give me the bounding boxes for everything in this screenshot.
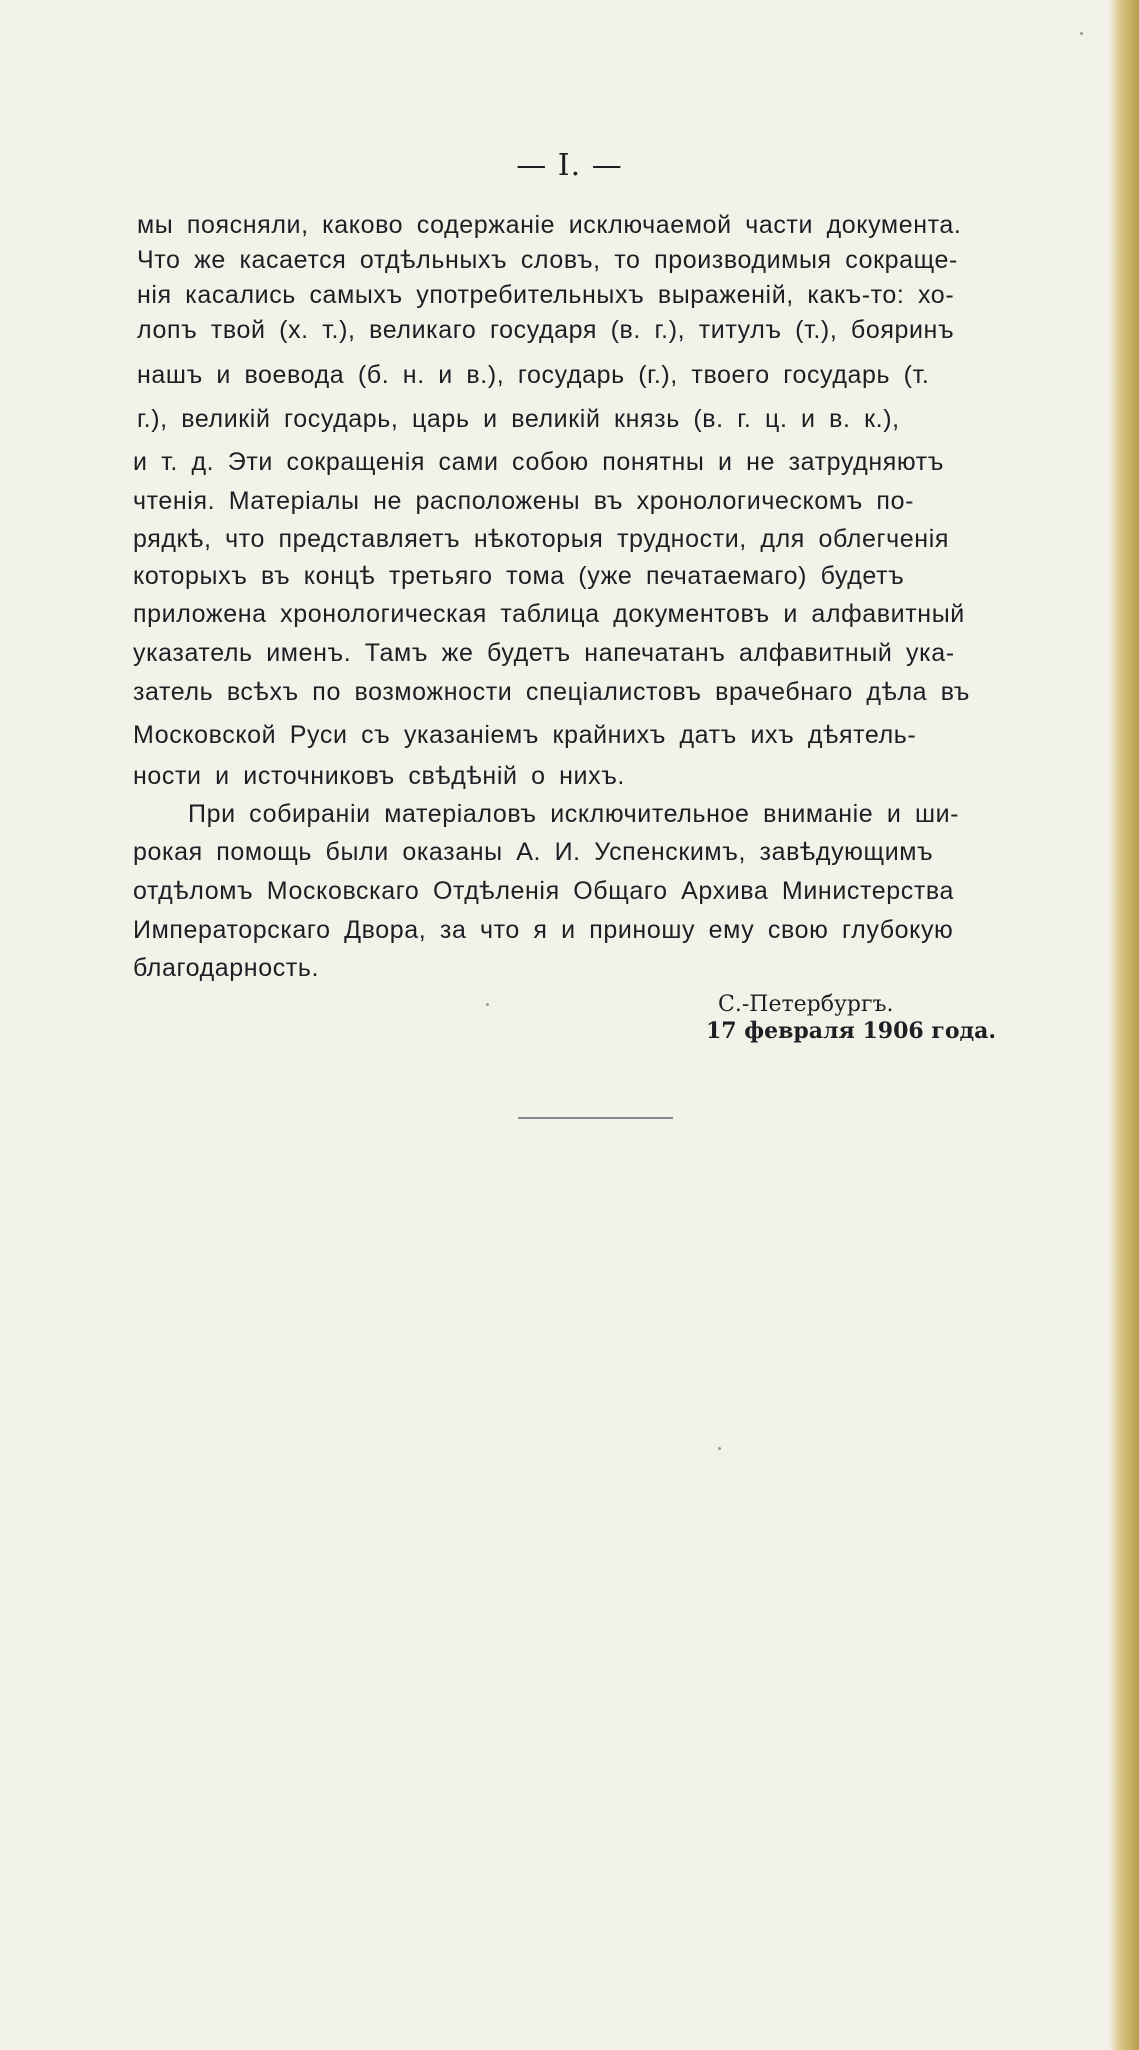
text-line: чтенія. Матеріалы не расположены въ хронологическомъ по- bbox=[133, 487, 915, 515]
text-line: г.), великій государь, царь и великій князь (в. г. ц. и в. к.), bbox=[137, 405, 900, 433]
text-line: нашъ и воевода (б. н. и в.), государь (г.), твоего государь (т. bbox=[137, 361, 930, 389]
text-line: При собираніи матеріаловъ исключительное вниманіе и ши- bbox=[188, 800, 960, 828]
text-line: затель всѣхъ по возможности спеціалистовъ врачебнаго дѣла въ bbox=[133, 678, 971, 706]
text-line: Императорскаго Двора, за что я и приношу ему свою глубокую bbox=[133, 916, 954, 944]
text-line: благодарность. bbox=[133, 954, 320, 982]
paper-speck bbox=[1080, 32, 1083, 35]
page-edge-shadow bbox=[1109, 0, 1139, 2050]
paper-speck bbox=[718, 1447, 721, 1450]
text-line: рядкѣ, что представляетъ нѣкоторыя трудности, для облегченія bbox=[133, 525, 949, 553]
text-line: и т. д. Эти сокращенія сами собою понятны и не затрудняютъ bbox=[133, 448, 944, 476]
signature-date: 17 февраля 1906 года. bbox=[706, 1018, 997, 1044]
text-line: которыхъ въ концѣ третьяго тома (уже печатаемаго) будетъ bbox=[133, 562, 905, 590]
text-line: Что же касается отдѣльныхъ словъ, то производимыя сокраще- bbox=[137, 246, 958, 274]
paper-speck bbox=[486, 1003, 489, 1006]
text-line: нія касались самыхъ употребительныхъ выраженій, какъ-то: хо- bbox=[137, 281, 955, 309]
page-number-header: — I. — bbox=[516, 148, 623, 183]
text-line: приложена хронологическая таблица документовъ и алфавитный bbox=[133, 600, 965, 628]
text-line: ности и источниковъ свѣдѣній о нихъ. bbox=[133, 762, 625, 790]
text-line: Московской Руси съ указаніемъ крайнихъ датъ ихъ дѣятель- bbox=[133, 721, 917, 749]
section-divider bbox=[518, 1117, 673, 1119]
text-line: лопъ твой (х. т.), великаго государя (в. г.), титулъ (т.), бояринъ bbox=[137, 316, 955, 344]
text-line: отдѣломъ Московскаго Отдѣленія Общаго Архива Министерства bbox=[133, 877, 955, 905]
signature-place: С.-Петербургъ. bbox=[718, 992, 894, 1017]
text-line: указатель именъ. Тамъ же будетъ напечатанъ алфавитный ука- bbox=[133, 639, 955, 667]
text-line: рокая помощь были оказаны А. И. Успенскимъ, завѣдующимъ bbox=[133, 838, 934, 866]
text-line: мы поясняли, каково содержаніе исключаемой части документа. bbox=[137, 211, 962, 239]
